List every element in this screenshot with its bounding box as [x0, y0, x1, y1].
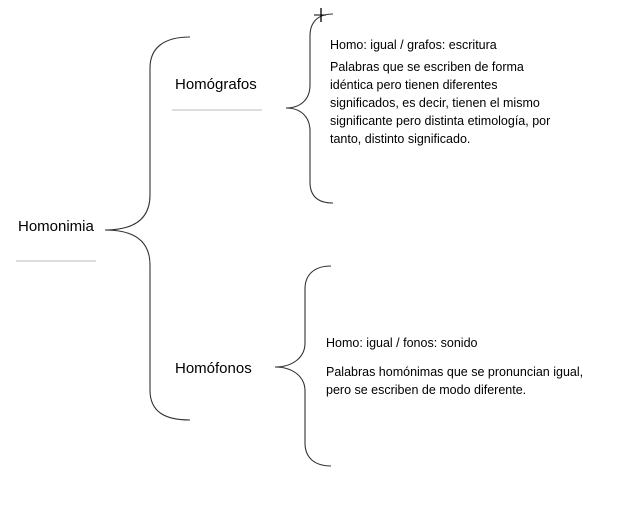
- definition-line: Palabras homónimas que se pronuncian igual,: [326, 365, 584, 379]
- definition-line: significante pero distinta etimología, por: [330, 114, 551, 128]
- homografos-etymology: Homo: igual / grafos: escritura: [330, 38, 497, 52]
- branch-homografos-label: Homógrafos: [175, 76, 257, 93]
- homografos-definition: [330, 58, 570, 148]
- homofonos-etymology: Homo: igual / fonos: sonido: [326, 336, 478, 350]
- homofonos-definition: [326, 363, 626, 399]
- definition-line: idéntica pero tienen diferentes: [330, 78, 498, 92]
- branch-homofonos-label: Homófonos: [175, 360, 252, 377]
- homofonos-brace: [275, 266, 331, 466]
- definition-line: Palabras que se escriben de forma: [330, 60, 524, 74]
- root-label: Homonimia: [18, 218, 94, 235]
- definition-line: pero se escriben de modo diferente.: [326, 383, 527, 397]
- homografos-brace: [286, 14, 333, 203]
- definition-line: significados, es decir, tienen el mismo: [330, 96, 540, 110]
- definition-line: tanto, distinto significado.: [330, 132, 471, 146]
